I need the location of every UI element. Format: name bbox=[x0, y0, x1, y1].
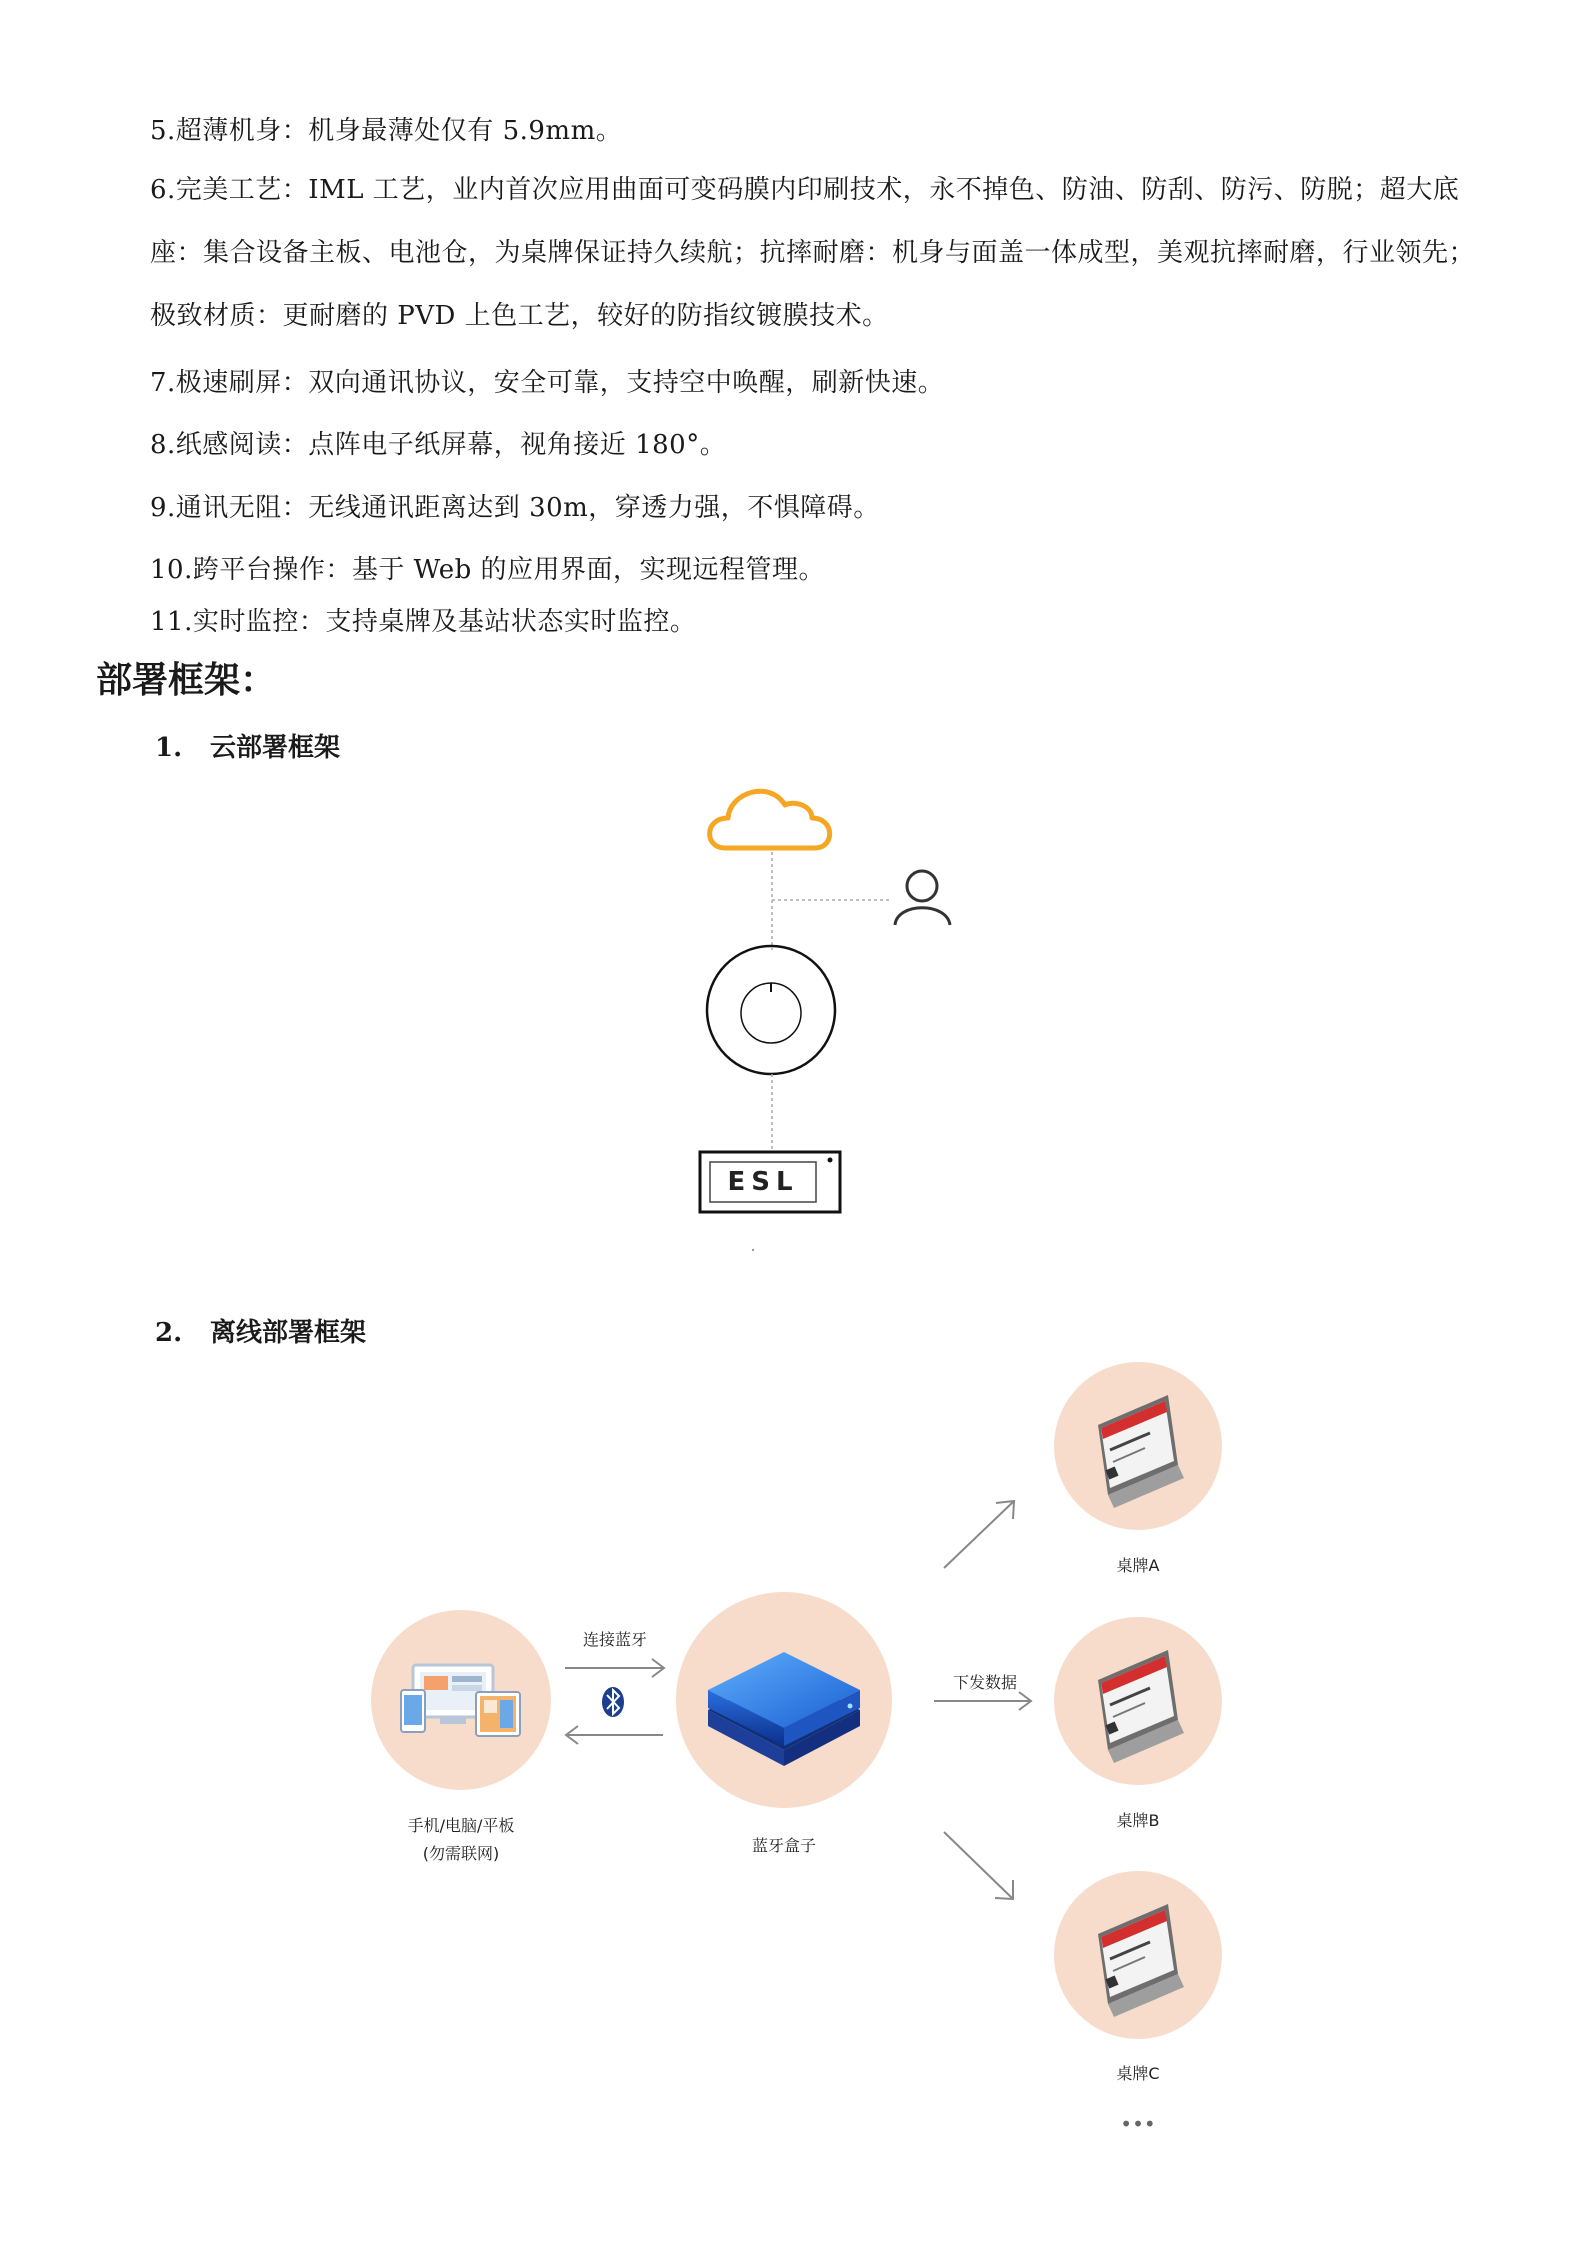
device-note-label: (勿需联网) bbox=[422, 1844, 500, 1863]
subsection-offline-title: 离线部署框架 bbox=[210, 1318, 367, 1348]
feature-6: 6.完美工艺：IML 工艺，业内首次应用曲面可变码膜内印刷技术，永不掉色、防油、防刮、防污、防脱；超大底座：集合设备主板、电池仓，为桌牌保证持久续航；抗摔耐磨：机身与面盖一体成型，美观抗摔耐磨，行业领先；极致材质：更耐磨的 PVD 上色工艺，较好的防指纹镀膜技术。 bbox=[150, 175, 1476, 331]
bluetooth-box-label: 蓝牙盒子 bbox=[751, 1836, 816, 1855]
device-label: 手机/电脑/平板 bbox=[407, 1816, 515, 1835]
send-data-label: 下发数据 bbox=[952, 1673, 1017, 1692]
subsection-cloud-num: 1. bbox=[155, 733, 183, 763]
table-plate-c-label: 桌牌C bbox=[1116, 2064, 1160, 2083]
bluetooth-arrows bbox=[565, 1659, 664, 1744]
more-indicator: ••• bbox=[1120, 2112, 1156, 2136]
bluetooth-icon bbox=[602, 1687, 624, 1717]
feature-8: 8.纸感阅读：点阵电子纸屏幕，视角接近 180°。 bbox=[150, 430, 727, 460]
send-arrows bbox=[934, 1501, 1031, 1899]
bluetooth-label: 连接蓝牙 bbox=[582, 1630, 647, 1649]
bluetooth-box-icon bbox=[676, 1592, 892, 1808]
table-plate-b-label: 桌牌B bbox=[1116, 1811, 1160, 1830]
feature-5: 5.超薄机身：机身最薄处仅有 5.9mm。 bbox=[150, 116, 623, 146]
table-plate-b-icon bbox=[1054, 1617, 1222, 1785]
table-plate-a-icon bbox=[1054, 1362, 1222, 1530]
table-plate-a-label: 桌牌A bbox=[1116, 1556, 1160, 1575]
subsection-offline bbox=[155, 1312, 366, 1349]
feature-10: 10.跨平台操作：基于 Web 的应用界面，实现远程管理。 bbox=[150, 555, 826, 585]
subsection-cloud-title: 云部署框架 bbox=[210, 733, 341, 763]
feature-7: 7.极速刷屏：双向通讯协议，安全可靠，支持空中唤醒，刷新快速。 bbox=[150, 368, 945, 398]
user-icon bbox=[895, 871, 950, 925]
table-plate-c-icon bbox=[1054, 1871, 1222, 2039]
feature-11: 11.实时监控：支持桌牌及基站状态实时监控。 bbox=[150, 607, 697, 637]
subsection-offline-num: 2. bbox=[155, 1318, 183, 1348]
cloud-icon bbox=[710, 791, 830, 848]
subsection-cloud bbox=[155, 727, 340, 764]
base-station-icon bbox=[707, 946, 835, 1074]
esl-label: ESL bbox=[727, 1167, 799, 1197]
device-icon bbox=[371, 1610, 551, 1790]
section-title: 部署框架： bbox=[96, 659, 277, 701]
decorative-dot bbox=[752, 1249, 754, 1251]
feature-9: 9.通讯无阻：无线通讯距离达到 30m，穿透力强，不惧障碍。 bbox=[150, 493, 880, 523]
